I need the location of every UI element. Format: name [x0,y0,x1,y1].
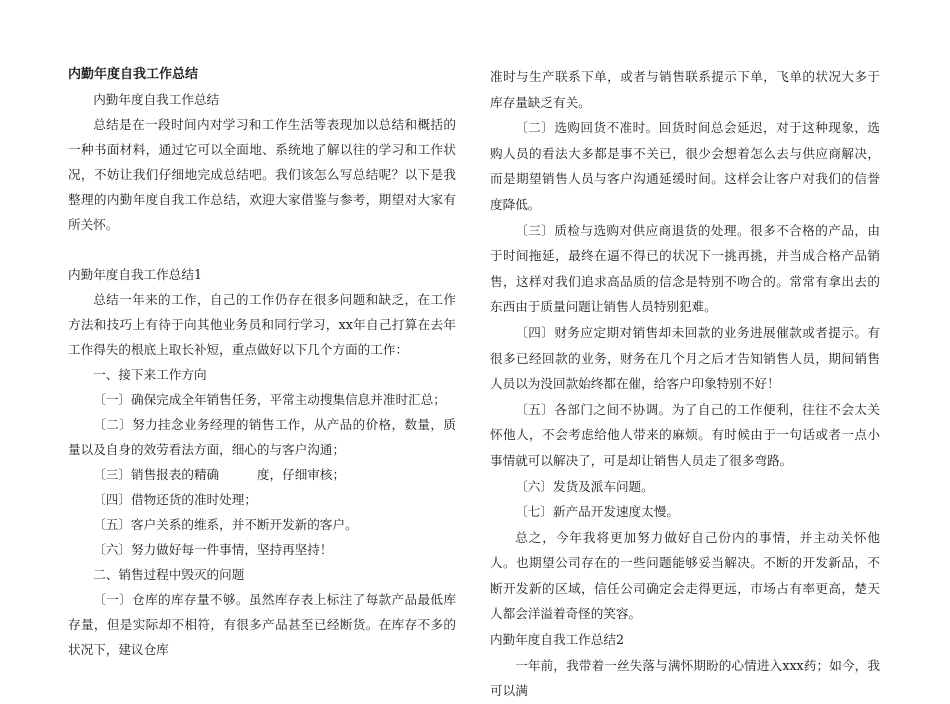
paragraph: 内勤年度自我工作总结 [93,92,220,107]
section-heading: 内勤年度自我工作总结1 [68,267,202,282]
paragraph: 〔四〕借物还货的准时处理； [93,492,257,507]
paragraph: 〔七〕新产品开发速度太慢。 [515,504,679,520]
right-column [490,64,880,704]
paragraph: 二、销售过程中毁灭的问题 [93,567,245,582]
section-heading: 内勤年度自我工作总结2 [490,632,624,648]
paragraph: 总结是在一段时间内对学习和工作生活等表现加以总结和概括的一种书面材料，通过它可以全面地、系统地了解以往的学习和工作状况，不妨让我们仔细地完成总结吧。我们该怎么写总结呢？以下是我整理的内勤年度自我工作总结，欢迎大家借鉴与参考，期望对大家有所关怀。 [68,117,456,232]
paragraph: 〔六〕发货及派车问题。 [515,478,654,494]
spacer [68,237,456,262]
paragraph: 〔三〕质检与选购对供应商退货的处理。很多不合格的产品，由于时间拖延，最终在逼不得已的状况下一挑再挑，并当成合格产品销售，这样对我们追求高品质的信念是特别不吻合的。常常有拿出去的东西由于质量问题让销售人员特别犯难。 [490,222,880,315]
paragraph: 〔三〕销售报表的精确 度，仔细审核； [93,467,346,482]
paragraph: 〔二〕努力挂念业务经理的销售工作，从产品的价格，数量，质量以及自身的效劳看法方面，细心的与客户沟通； [68,417,456,457]
paragraph: 〔六〕努力做好每一件事情，坚持再坚持！ [93,542,333,557]
paragraph-continuation: 准时与生产联系下单，或者与销售联系提示下单，飞单的状况大多于库存量缺乏有关。 [490,69,880,110]
paragraph: 总结一年来的工作，自己的工作仍存在很多问题和缺乏，在工作方法和技巧上有待于向其他业务员和同行学习，xx年自己打算在去年工作得失的根底上取长补短，重点做好以下几个方面的工作： [68,292,456,357]
paragraph: 总之，今年我将更加努力做好自己份内的事情，并主动关怀他人。也期望公司存在的一些问题能够妥当解决。不断的开发新品，不断开发新的区域，信任公司确定会走得更远，市场占有率更高，楚天人都会洋溢着奇怪的笑容。 [490,529,880,622]
document-title: 内勤年度自我工作总结 [68,67,199,82]
paragraph: 〔五〕各部门之间不协调。为了自己的工作便利，往往不会太关怀他人，不会考虑给他人带来的麻烦。有时候由于一句话或者一点小事情就可以解决了，可是却让销售人员走了很多弯路。 [490,401,880,468]
left-column [68,62,456,662]
paragraph: 一年前，我带着一丝失落与满怀期盼的心情进入xxx药；如今，我可以满 [490,657,880,699]
paragraph: 〔四〕财务应定期对销售却未回款的业务进展催款或者提示。有很多已经回款的业务，财务在几个月之后才告知销售人员，期间销售人员以为没回款始终都在催，给客户印象特别不好！ [490,324,880,392]
paragraph: 〔五〕客户关系的维系，并不断开发新的客户。 [93,517,358,532]
paragraph: 一、接下来工作方向 [93,367,207,382]
paragraph: 〔二〕选购回货不准时。回货时间总会延迟，对于这种现象，选购人员的看法大多都是事不关已，很少会想着怎么去与供应商解决，而是期望销售人员与客户沟通延缓时间。这样会让客户对我们的信誉度降低。 [490,120,880,212]
paragraph: 〔一〕确保完成全年销售任务，平常主动搜集信息并准时汇总； [93,392,446,407]
paragraph: 〔一〕仓库的库存量不够。虽然库存表上标注了每款产品最低库存量，但是实际却不相符，有很多产品甚至已经断货。在库存不多的状况下，建议仓库 [68,592,456,657]
